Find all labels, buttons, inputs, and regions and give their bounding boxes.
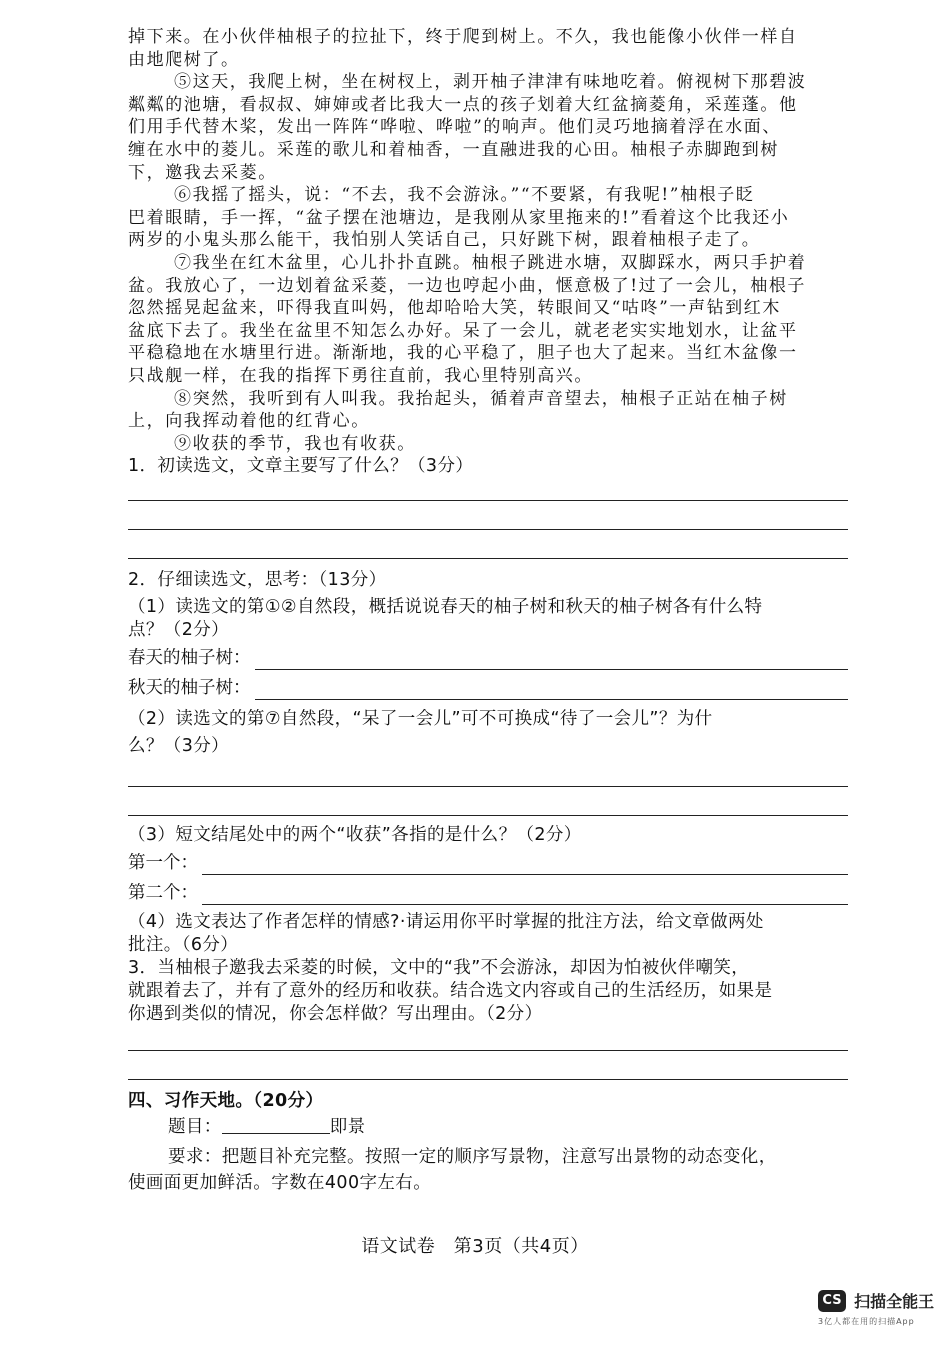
- question-2-3: （3）短文结尾处中的两个“收获”各指的是什么？（2分）: [128, 825, 582, 846]
- question-2-4-cont: 批注。（6分）: [128, 935, 239, 956]
- passage-line: 两岁的小鬼头那么能干，我怕别人笑话自己，只好跳下树，跟着柚根子走了。: [128, 230, 761, 251]
- passage-line: 忽然摇晃起盆来，吓得我直叫妈，他却哈哈大笑，转眼间又“咕咚”一声钻到红木: [128, 298, 781, 319]
- question-3-cont: 就跟着去了，并有了意外的经历和收获。结合选文内容或自己的生活经历，如果是: [128, 981, 773, 1002]
- topic-suffix: 即景: [329, 1117, 366, 1138]
- passage-line: 盆。我放心了，一边划着盆采菱，一边也哼起小曲，惬意极了!过了一会儿，柚根子: [128, 275, 807, 296]
- passage-line: 平稳稳地在水塘里行进。渐渐地，我的心平稳了，胆子也大了起来。当红木盆像一: [128, 343, 798, 364]
- passage-line: 由地爬树了。: [128, 49, 240, 70]
- passage-line: 下，邀我去采菱。: [128, 162, 277, 183]
- second-answer-row: [128, 881, 848, 905]
- passage-line: 缠在水中的菱儿。采莲的歌儿和着柚香，一直融进我的心田。柚根子赤脚跑到树: [128, 139, 779, 160]
- question-1: 1．初读选文，文章主要写了什么？（3分）: [128, 456, 474, 477]
- answer-line[interactable]: [128, 1079, 848, 1080]
- question-2-4: （4）选文表达了作者怎样的情感?·请运用你平时掌握的批注方法，给文章做两处: [128, 912, 764, 933]
- paragraph-5: ⑤这天，我爬上树，坐在树杈上，剥开柚子津津有味地吃着。俯视树下那碧波: [174, 72, 807, 93]
- question-2-2: （2）读选文的第⑦自然段，“呆了一会儿”可不可换成“待了一会儿”？为什: [128, 709, 713, 730]
- second-label: 第二个：: [128, 883, 198, 904]
- composition-requirement: 要求：把题目补充完整。按照一定的顺序写景物，注意写出景物的动态变化，: [168, 1147, 777, 1168]
- spring-label: 春天的柚子树：: [128, 648, 251, 669]
- second-answer-line[interactable]: [202, 886, 848, 905]
- passage-line: 粼粼的池塘，看叔叔、婶婶或者比我大一点的孩子划着大红盆摘菱角，采莲蓬。他: [128, 94, 798, 115]
- answer-line[interactable]: [128, 815, 848, 816]
- spring-answer-row: [128, 646, 848, 670]
- exam-page: [128, 26, 848, 1195]
- topic-blank[interactable]: [222, 1117, 330, 1134]
- spring-answer-line[interactable]: [255, 651, 849, 670]
- passage-line: 上，向我挥动着他的红背心。: [128, 411, 370, 432]
- question-2-1: （1）读选文的第①②自然段，概括说说春天的柚子树和秋天的柚子树各有什么特: [128, 597, 763, 618]
- cs-logo-icon: CS: [818, 1290, 846, 1312]
- reading-passage: [128, 26, 848, 455]
- passage-line: 巴着眼睛，手一挥，“盆子摆在池塘边，是我刚从家里拖来的!”看着这个比我还小: [128, 207, 790, 228]
- question-2: 2．仔细读选文，思考：（13分）: [128, 570, 387, 591]
- passage-line: 掉下来。在小伙伴柚根子的拉扯下，终于爬到树上。不久，我也能像小伙伴一样自: [128, 27, 798, 47]
- autumn-label: 秋天的柚子树：: [128, 678, 251, 699]
- composition-topic: [128, 1116, 848, 1139]
- paragraph-7: ⑦我坐在红木盆里，心儿扑扑直跳。柚根子跳进水塘，双脚踩水，两只手护着: [174, 252, 807, 273]
- paragraph-6: ⑥我摇了摇头，说：“不去，我不会游泳。”“不要紧，有我呢!”柚根子眨: [174, 185, 755, 206]
- page-footer: 语文试卷 第3页（共4页）: [361, 1236, 589, 1257]
- watermark-tagline: 3亿人都在用的扫描App: [818, 1317, 915, 1326]
- passage-line: 盆底下去了。我坐在盆里不知怎么办好。呆了一会儿，就老老实实地划水，让盆平: [128, 320, 798, 341]
- paragraph-9: ⑨收获的季节，我也有收获。: [174, 433, 416, 454]
- first-label: 第一个：: [128, 853, 198, 874]
- composition-requirement-cont: 使画面更加鲜活。字数在400字左右。: [128, 1173, 432, 1194]
- passage-line: 只战舰一样，在我的指挥下勇往直前，我心里特别高兴。: [128, 365, 593, 386]
- first-answer-row: [128, 851, 848, 875]
- topic-prefix: 题目：: [168, 1117, 222, 1138]
- passage-line: 们用手代替木桨，发出一阵阵“哗啦、哗啦”的响声。他们灵巧地摘着浮在水面、: [128, 117, 781, 138]
- question-2-1-cont: 点？（2分）: [128, 620, 230, 641]
- autumn-answer-row: [128, 676, 848, 700]
- question-3-cont: 你遇到类似的情况，你会怎样做？写出理由。（2分）: [128, 1004, 543, 1025]
- paragraph-8: ⑧突然，我听到有人叫我。我抬起头，循着声音望去，柚根子正站在柚子树: [174, 388, 788, 409]
- question-3: 3．当柚根子邀我去采菱的时候，文中的“我”不会游泳，却因为怕被伙伴嘲笑，: [128, 958, 750, 979]
- section-4-heading: 四、习作天地。（20分）: [128, 1091, 324, 1112]
- watermark-name: 扫描全能王: [854, 1292, 935, 1311]
- autumn-answer-line[interactable]: [255, 681, 849, 700]
- first-answer-line[interactable]: [202, 856, 848, 875]
- question-2-2-cont: 么？（3分）: [128, 736, 230, 757]
- scanner-watermark: [818, 1289, 934, 1327]
